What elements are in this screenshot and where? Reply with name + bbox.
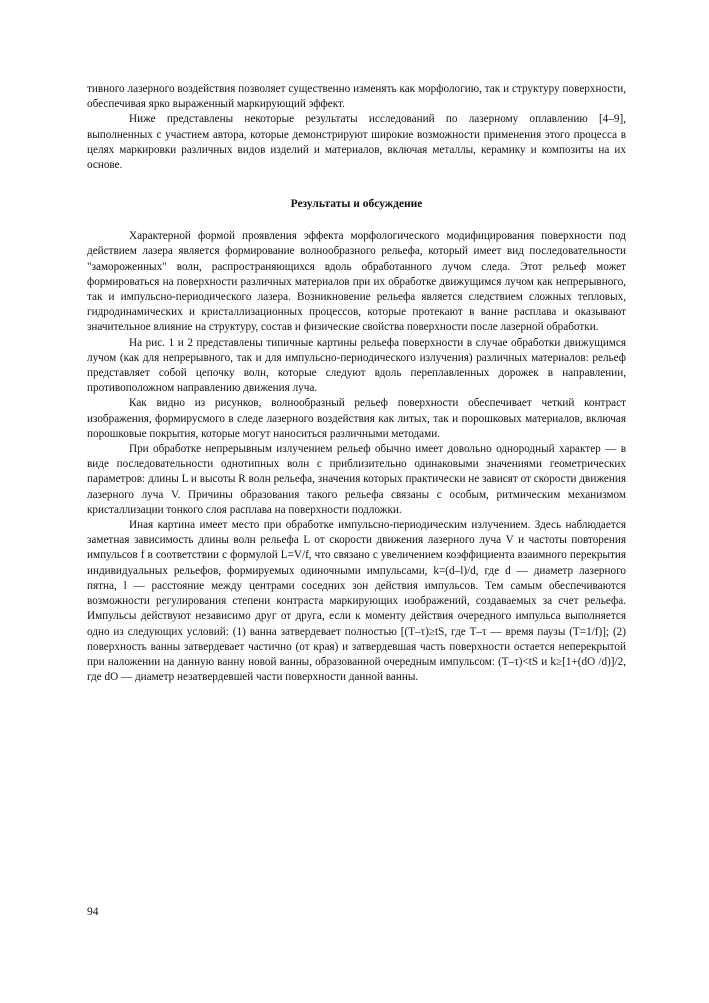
paragraph-continuous-radiation: При обработке непрерывным излучением рельеф обычно имеет довольно однородный характер — в виде последовательности однотипных волн с приблизительно одинаковыми значениями геометрических параметров: длины L и высоты R волн рельефа, значения которых практически не зависят от скорости движения лазерного луча V. Причины образования такого рельефа связаны с особым, ритмическим механизмом кристаллизации тонкого слоя расплава на поверхности подложки. (87, 443, 626, 516)
paragraph-figures-description: На рис. 1 и 2 представлены типичные картины рельефа поверхности в случае обработки движущимся лучом (как для непрерывного, так и для импульсно-периодического излучения) различных материалов: рельеф представляет собой цепочку волн, которые следуют вдоль переплавленных дорожек в направлении, противоположном направлению движения луча. (87, 336, 626, 395)
paragraph-relief-formation: Характерной формой проявления эффекта морфологического модифицирования поверхности под действием лазера является формирование волнообразного рельефа, который имеет вид последовательности "замороженных" волн, распространяющихся вдоль обработанного лучом следа. Этот рельеф может формироваться на поверхности различных материалов при их обработке движущимся лучом как непрерывного, так и импульсно-периодического лазера. Возникновение рельефа является следствием сложных тепловых, гидродинамических и кристаллизационных процессов, которые протекают в ванне расплава и оказывают значительное влияние на структуру, состав и физические свойства поверхности после лазерной обработки. (87, 230, 626, 334)
paragraph-intro-continuation: тивного лазерного воздействия позволяет существенно изменять как морфологию, так и структуру поверхности, обеспечивая ярко выраженный маркирующий эффект. (87, 83, 626, 111)
page-body (87, 82, 626, 685)
paragraph-contrast: Как видно из рисунков, волнообразный рельеф поверхности обеспечивает четкий контраст изображения, формирусмого в следе лазерного воздействия как литых, так и порошковых материалов, включая порошковые покрытия, которые могут наноситься различными методами. (87, 397, 626, 440)
section-heading-results: Результаты и обсуждение (290, 198, 423, 211)
page-number: 94 (87, 906, 99, 918)
paragraph-pulsed-radiation: Иная картина имеет место при обработке импульсно-периодическим излучением. Здесь наблюдается заметная зависимость длины волн рельефа L от скорости движения лазерного луча V и частоты повторения импульсов f в соответствии с формулой L=V/f, что связано с увеличением коэффициента взаимного перекрытия индивидуальных рельефов, формируемых одиночными импульсами, k=(d–l)/d, где d — диаметр лазерного пятна, l — расстояние между центрами соседних зон действия импульсов. Тем самым обеспечиваются возможности регулирования степени контраста маркирующих изображений, создаваемых за счет рельефа. Импульсы действуют независимо друг от друга, если к моменту действия очередного импульса выполняется одно из следующих условий: (1) ванна затвердевает полностью [(T–τ)≥tS, где T–τ — время паузы (T=1/f)]; (2) поверхность ванны затвердевает частично (от края) и затвердевшая часть поверхности остается неперекрытой при наложении на данную ванну новой ванны, образованной очередным импульсом: (T–τ)<tS и k≥[1+(dO /d)]/2, где dO — диаметр незатвердевшей части поверхности данной ванны. (87, 519, 626, 684)
paragraph-research-overview: Ниже представлены некоторые результаты исследований по лазерному оплавлению [4–9], выполненных с участием автора, которые демонстрируют широкие возможности применения этого процесса в целях маркировки различных видов изделий и материалов, включая металлы, керамику и композиты на их основе. (87, 113, 626, 172)
